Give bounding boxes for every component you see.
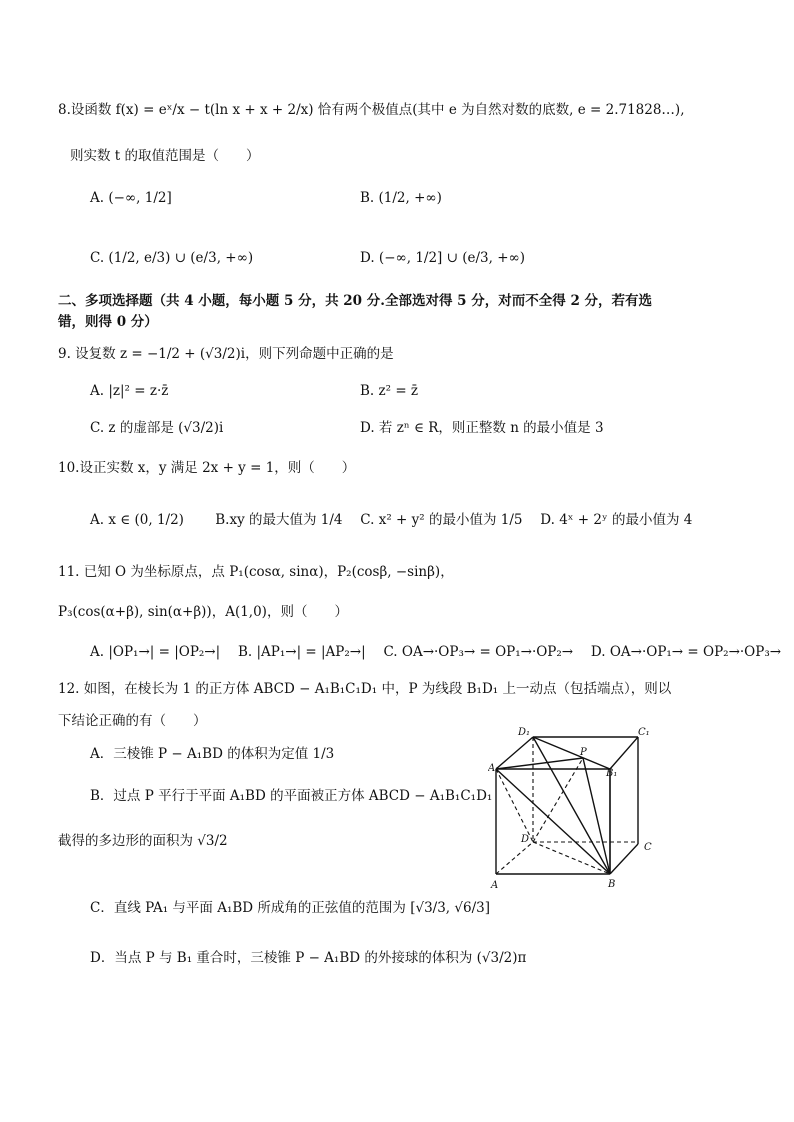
q8-stem-cont: 则实数 t 的取值范围是（ ） [70, 148, 260, 164]
label-a: A [491, 880, 499, 891]
q9-option-a: A. |z|² = z·z̄ [90, 383, 169, 399]
edge-c1b1 [610, 737, 638, 769]
label-d: D [521, 834, 530, 845]
edge-a1d1 [496, 737, 533, 769]
q12-option-c: C．直线 PA₁ 与平面 A₁BD 所成角的正弦值的范围为 [√3/3, √6/3] [90, 900, 490, 916]
q9-option-b: B. z² = z̄ [360, 383, 419, 399]
section2-heading-cont: 错，则得 0 分） [58, 314, 158, 330]
hidden-segment-dp [533, 758, 583, 842]
q12-option-b: B．过点 P 平行于平面 A₁BD 的平面被正方体 ABCD − A₁B₁C₁D₁ [90, 788, 493, 804]
hidden-segment-db [533, 842, 610, 874]
segment-a1b [496, 769, 610, 874]
q12-option-d: D．当点 P 与 B₁ 重合时，三棱锥 P − A₁BD 的外接球的体积为 (√3/2)π [90, 950, 527, 966]
q8-option-a: A. (−∞, 1/2] [90, 190, 172, 206]
q9-stem: 9. 设复数 z = −1/2 + (√3/2)i，则下列命题中正确的是 [58, 346, 394, 362]
q12-stem-cont: 下结论正确的有（ ） [58, 713, 207, 729]
q8-option-c: C. (1/2, e/3) ∪ (e/3, +∞) [90, 250, 254, 266]
q12-option-a: A．三棱锥 P − A₁BD 的体积为定值 1/3 [90, 746, 335, 762]
section2-heading: 二、多项选择题（共 4 小题，每小题 5 分，共 20 分.全部选对得 5 分，对而不全得 2 分，若有选 [58, 293, 653, 309]
q11-stem: 11. 已知 O 为坐标原点，点 P₁(cosα, sinα)，P₂(cosβ, −sinβ)， [58, 564, 454, 580]
label-d1: D₁ [518, 727, 531, 738]
q12-stem: 12. 如图，在棱长为 1 的正方体 ABCD − A₁B₁C₁D₁ 中，P 为线段 B₁D₁ 上一动点（包括端点），则以 [58, 681, 672, 697]
q11-stem-cont: P₃(cos(α+β), sin(α+β))，A(1,0)，则（ ） [58, 604, 348, 620]
q8-stem: 8.设函数 f(x) = eˣ/x − t(ln x + x + 2/x) 恰有两个极值点(其中 e 为自然对数的底数, e = 2.71828…), [58, 102, 685, 118]
q8-option-b: B. (1/2, +∞) [360, 190, 442, 206]
label-b1: B₁ [606, 768, 618, 779]
hidden-edge-ad [496, 842, 533, 874]
label-a1: A₁ [488, 763, 500, 774]
q11-options: A. |OP₁→| = |OP₂→| B. |AP₁→| = |AP₂→| C. OA→·OP₃→ = OP₁→·OP₂→ D. OA→·OP₁→ = OP₂→·OP₃→ [90, 644, 782, 660]
q9-option-c: C. z 的虚部是 (√3/2)i [90, 420, 224, 436]
q10-stem: 10.设正实数 x，y 满足 2x + y = 1，则（ ） [58, 460, 356, 476]
q9-option-d: D. 若 zⁿ ∈ R，则正整数 n 的最小值是 3 [360, 420, 604, 436]
segment-d1b1 [533, 737, 610, 769]
edge-bc [610, 844, 638, 874]
q10-options: A. x ∈ (0, 1/2) B.xy 的最大值为 1/4 C. x² + y² 的最小值为 1/5 D. 4ˣ + 2ʸ 的最小值为 4 [90, 512, 693, 528]
label-b: B [608, 879, 616, 890]
q12-option-b-cont: 截得的多边形的面积为 √3/2 [58, 833, 228, 849]
label-c: C [644, 842, 652, 853]
cube-figure [488, 722, 663, 897]
segment-a1p [496, 758, 583, 769]
q8-option-d: D. (−∞, 1/2] ∪ (e/3, +∞) [360, 250, 526, 266]
label-p: P [580, 747, 587, 758]
hidden-segment-a1d [496, 769, 533, 842]
segment-d1b [533, 737, 610, 874]
label-c1: C₁ [638, 727, 650, 738]
